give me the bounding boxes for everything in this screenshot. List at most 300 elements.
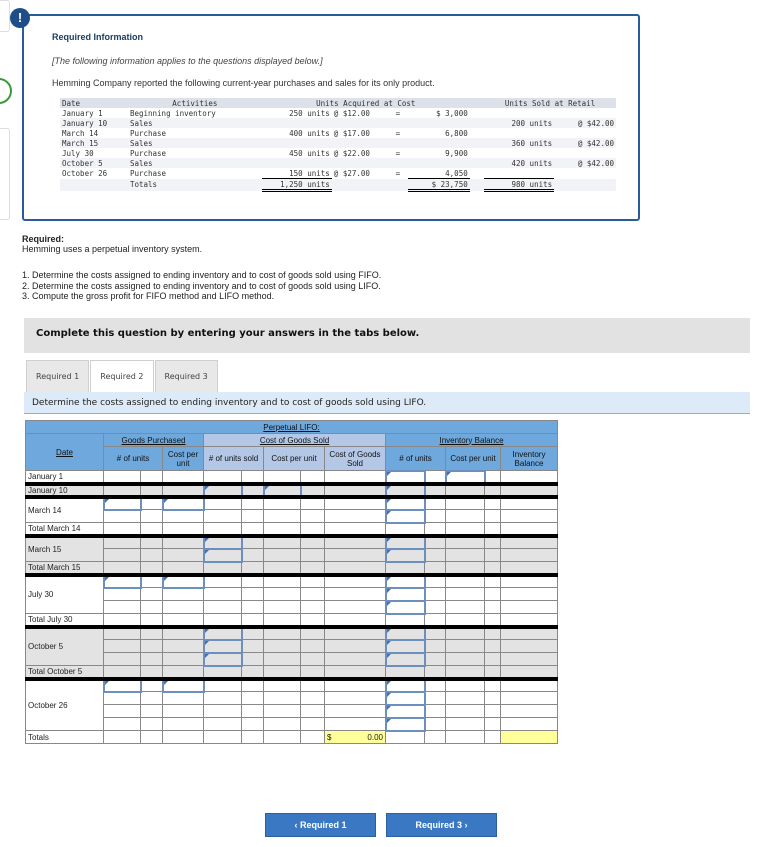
row-label: Total March 15 bbox=[26, 562, 104, 575]
row-gap bbox=[470, 108, 484, 118]
inv-units-input[interactable] bbox=[386, 484, 425, 497]
gp-cost-cell bbox=[163, 549, 204, 562]
inv-units-aux-cell bbox=[425, 601, 446, 614]
b bbox=[332, 179, 394, 191]
cogs-units-aux-cell bbox=[242, 666, 264, 679]
gp-units-cell bbox=[104, 614, 141, 627]
table-row bbox=[26, 653, 558, 666]
cogs-units-aux-cell bbox=[242, 705, 264, 718]
header-sold: Units Sold at Retail bbox=[484, 98, 616, 108]
gp-units-aux-cell bbox=[141, 497, 163, 510]
gp-cost-input[interactable] bbox=[163, 575, 204, 588]
gp-units-cell bbox=[104, 562, 141, 575]
inv-cost-aux-cell bbox=[485, 679, 501, 692]
gp-units-aux-cell bbox=[141, 627, 163, 640]
table-row bbox=[26, 562, 558, 575]
row-label: Total March 14 bbox=[26, 523, 104, 536]
tab-bar bbox=[26, 360, 219, 393]
inv-units-input[interactable] bbox=[386, 679, 425, 692]
side-card bbox=[0, 128, 10, 220]
row-units: 250 units bbox=[289, 108, 330, 118]
row-date: October 5 bbox=[60, 158, 128, 168]
inv-cost-cell bbox=[446, 484, 485, 497]
header-date: Date bbox=[60, 98, 128, 108]
cogs-amount-cell bbox=[325, 692, 386, 705]
cogs-cost-cell bbox=[264, 692, 301, 705]
inv-units-input[interactable] bbox=[386, 705, 425, 718]
table-row bbox=[26, 601, 558, 614]
row-cost bbox=[332, 158, 394, 168]
row-label: January 10 bbox=[26, 484, 104, 497]
row-date: July 30 bbox=[62, 148, 94, 158]
row-equals bbox=[394, 158, 408, 168]
cogs-cost-cell bbox=[264, 510, 301, 523]
row-cost bbox=[332, 138, 394, 148]
gp-cost-input[interactable] bbox=[163, 497, 204, 510]
gp-units-aux-cell bbox=[141, 601, 163, 614]
cogs-cost-cell bbox=[264, 536, 301, 549]
gp-units-aux-cell bbox=[141, 731, 163, 744]
cogs-units-input[interactable] bbox=[204, 484, 242, 497]
gp-units-input[interactable] bbox=[104, 575, 141, 588]
next-required-3-button[interactable]: Required 3 › bbox=[386, 813, 497, 837]
cogs-cost-aux-cell bbox=[301, 666, 325, 679]
row-gap bbox=[470, 128, 484, 138]
cogs-cost-cell bbox=[264, 497, 301, 510]
gp-cost-cell bbox=[163, 653, 204, 666]
info-row bbox=[60, 148, 616, 158]
inv-units-aux-cell bbox=[425, 536, 446, 549]
row-total: 4,050 bbox=[408, 168, 470, 179]
cogs-cost-aux-cell bbox=[301, 536, 325, 549]
cogs-units-input[interactable] bbox=[204, 549, 242, 562]
row-units: 400 units bbox=[289, 128, 330, 138]
inv-balance-cell bbox=[501, 510, 558, 523]
inv-cost-cell bbox=[446, 666, 485, 679]
inv-units-aux-cell bbox=[425, 614, 446, 627]
cogs-units-aux-cell bbox=[242, 588, 264, 601]
row-label: October 26 bbox=[26, 679, 104, 731]
table-row bbox=[26, 705, 558, 718]
cogs-units-aux-cell bbox=[242, 614, 264, 627]
gp-units-cell bbox=[104, 705, 141, 718]
inv-cost-cell bbox=[446, 510, 485, 523]
total-cogs-cell bbox=[325, 731, 386, 744]
row-cost: @ $22.00 bbox=[333, 148, 370, 158]
info-row bbox=[60, 168, 616, 179]
cogs-cost-input[interactable] bbox=[264, 484, 301, 497]
row-total bbox=[408, 118, 470, 128]
inv-cost-aux-cell bbox=[485, 718, 501, 731]
inv-cost-aux-cell bbox=[485, 484, 501, 497]
inventory-balance-header: Inventory Balance bbox=[439, 435, 504, 445]
cogs-units-cell bbox=[204, 523, 242, 536]
col-inv-cost: Cost per unit bbox=[446, 447, 501, 471]
cogs-units-input[interactable] bbox=[204, 640, 242, 653]
perpetual-lifo-table bbox=[25, 420, 558, 744]
cogs-units-aux-cell bbox=[242, 692, 264, 705]
row-date: March 15 bbox=[60, 138, 128, 148]
inv-cost-aux-cell bbox=[485, 627, 501, 640]
table-row bbox=[26, 536, 558, 549]
gp-units-aux-cell bbox=[141, 510, 163, 523]
gp-units-aux-cell bbox=[141, 718, 163, 731]
row-total bbox=[408, 138, 470, 148]
cogs-units-cell bbox=[204, 601, 242, 614]
inv-balance-cell bbox=[501, 627, 558, 640]
cogs-cost-cell bbox=[264, 601, 301, 614]
cogs-units-aux-cell bbox=[242, 653, 264, 666]
col-gp-cost: Cost per unit bbox=[163, 447, 204, 471]
gp-units-cell bbox=[104, 549, 141, 562]
gp-cost-cell bbox=[163, 627, 204, 640]
row-sold: 200 units bbox=[484, 118, 554, 128]
cogs-units-cell bbox=[204, 575, 242, 588]
inv-balance-cell bbox=[501, 640, 558, 653]
inv-units-aux-cell bbox=[425, 653, 446, 666]
cogs-cost-cell bbox=[264, 562, 301, 575]
gp-units-aux-cell bbox=[141, 614, 163, 627]
alert-icon: ! bbox=[10, 8, 30, 28]
cogs-cost-cell bbox=[264, 705, 301, 718]
inv-balance-cell bbox=[501, 705, 558, 718]
inv-cost-cell bbox=[446, 627, 485, 640]
cogs-cost-aux-cell bbox=[301, 692, 325, 705]
row-units: 150 units bbox=[262, 168, 332, 179]
cogs-units-cell bbox=[204, 731, 242, 744]
inv-units-aux-cell bbox=[425, 562, 446, 575]
row-units bbox=[262, 158, 332, 168]
gp-units-aux-cell bbox=[141, 484, 163, 497]
cogs-amount-cell bbox=[325, 536, 386, 549]
inv-cost-aux-cell bbox=[485, 731, 501, 744]
table-row bbox=[26, 640, 558, 653]
row-cost bbox=[332, 118, 394, 128]
row-cost: @ $17.00 bbox=[333, 128, 370, 138]
side-card bbox=[0, 0, 10, 32]
row-activity: Sales bbox=[128, 118, 262, 128]
cogs-cost-aux-cell bbox=[301, 731, 325, 744]
gp-cost-cell bbox=[163, 705, 204, 718]
cogs-cost-aux-cell bbox=[301, 601, 325, 614]
total-inventory-balance-cell bbox=[501, 731, 558, 744]
info-row bbox=[60, 118, 616, 128]
row-price: @ $42.00 bbox=[554, 138, 616, 148]
cogs-cost-aux-cell bbox=[301, 679, 325, 692]
instructions-banner bbox=[24, 318, 750, 353]
totals-cost: $ 23,750 bbox=[408, 179, 470, 191]
cogs-amount-cell bbox=[325, 549, 386, 562]
inv-cost-input[interactable] bbox=[446, 471, 485, 484]
step-3: 3. Compute the gross profit for FIFO method and LIFO method. bbox=[22, 291, 275, 301]
gp-units-cell bbox=[104, 627, 141, 640]
cogs-amount-cell bbox=[325, 562, 386, 575]
cogs-units-cell bbox=[204, 588, 242, 601]
inv-units-aux-cell bbox=[425, 523, 446, 536]
totals-blank bbox=[60, 179, 128, 191]
inv-units-cell bbox=[386, 666, 425, 679]
inv-cost-cell bbox=[446, 718, 485, 731]
inv-balance-cell bbox=[501, 588, 558, 601]
cogs-cost-cell bbox=[264, 718, 301, 731]
row-equals: = bbox=[395, 128, 401, 138]
col-inv-balance: Inventory Balance bbox=[501, 447, 558, 471]
gp-units-aux-cell bbox=[141, 640, 163, 653]
inv-balance-cell bbox=[501, 523, 558, 536]
inv-cost-cell bbox=[446, 523, 485, 536]
inv-cost-aux-cell bbox=[485, 575, 501, 588]
inv-balance-cell bbox=[501, 562, 558, 575]
gp-units-aux-cell bbox=[141, 653, 163, 666]
inv-units-input[interactable] bbox=[386, 640, 425, 653]
inv-cost-aux-cell bbox=[485, 549, 501, 562]
cogs-cost-aux-cell bbox=[301, 705, 325, 718]
cogs-cost-aux-cell bbox=[301, 497, 325, 510]
cogs-units-aux-cell bbox=[242, 497, 264, 510]
cogs-units-input[interactable] bbox=[204, 627, 242, 640]
cogs-amount-cell bbox=[325, 640, 386, 653]
gp-units-aux-cell bbox=[141, 666, 163, 679]
gp-units-input[interactable] bbox=[104, 497, 141, 510]
inv-balance-cell bbox=[501, 679, 558, 692]
inv-cost-aux-cell bbox=[485, 705, 501, 718]
inv-cost-cell bbox=[446, 679, 485, 692]
cogs-cost-aux-cell bbox=[301, 562, 325, 575]
gp-cost-cell bbox=[163, 731, 204, 744]
info-row bbox=[60, 128, 616, 138]
totals-sold: 980 units bbox=[484, 179, 554, 191]
inv-units-input[interactable] bbox=[386, 653, 425, 666]
inv-cost-aux-cell bbox=[485, 614, 501, 627]
cogs-amount-cell bbox=[325, 575, 386, 588]
inv-units-input[interactable] bbox=[386, 575, 425, 588]
header-acquired: Units Acquired at Cost bbox=[262, 98, 470, 108]
inv-units-aux-cell bbox=[425, 731, 446, 744]
cogs-units-aux-cell bbox=[242, 562, 264, 575]
required-text: Hemming uses a perpetual inventory system. bbox=[22, 244, 203, 254]
inv-units-input[interactable] bbox=[386, 692, 425, 705]
row-price bbox=[554, 108, 616, 118]
gp-units-aux-cell bbox=[141, 705, 163, 718]
row-price bbox=[554, 148, 616, 158]
gp-cost-cell bbox=[163, 471, 204, 484]
col-cogs-units: # of units sold bbox=[204, 447, 264, 471]
cogs-cost-aux-cell bbox=[301, 575, 325, 588]
row-date: March 14 bbox=[62, 128, 99, 138]
prev-required-1-button[interactable]: ‹ Required 1 bbox=[265, 813, 376, 837]
gp-cost-cell bbox=[163, 640, 204, 653]
header-blank bbox=[470, 98, 484, 108]
gp-cost-cell bbox=[163, 523, 204, 536]
cogs-cost-cell bbox=[264, 679, 301, 692]
cogs-units-aux-cell bbox=[242, 484, 264, 497]
inv-cost-aux-cell bbox=[485, 523, 501, 536]
cogs-units-cell bbox=[204, 562, 242, 575]
inv-units-aux-cell bbox=[425, 679, 446, 692]
tab-required-1[interactable]: Required 1 bbox=[26, 360, 89, 393]
inv-cost-aux-cell bbox=[485, 692, 501, 705]
row-equals: = bbox=[395, 148, 401, 158]
gp-units-cell bbox=[104, 601, 141, 614]
gp-units-aux-cell bbox=[141, 523, 163, 536]
info-intro: Hemming Company reported the following current-year purchases and sales for its only product. bbox=[52, 78, 435, 88]
inv-balance-cell bbox=[501, 536, 558, 549]
inv-cost-cell bbox=[446, 731, 485, 744]
table-row bbox=[26, 718, 558, 731]
inv-cost-aux-cell bbox=[485, 588, 501, 601]
inv-cost-cell bbox=[446, 575, 485, 588]
required-section bbox=[22, 234, 202, 254]
table-row bbox=[26, 731, 558, 744]
gp-cost-input[interactable] bbox=[163, 679, 204, 692]
gp-units-aux-cell bbox=[141, 549, 163, 562]
inv-units-aux-cell bbox=[425, 484, 446, 497]
inv-cost-cell bbox=[446, 705, 485, 718]
row-activity: Beginning inventory bbox=[129, 108, 216, 118]
gp-cost-cell bbox=[163, 536, 204, 549]
inv-cost-aux-cell bbox=[485, 497, 501, 510]
cogs-cost-aux-cell bbox=[301, 718, 325, 731]
row-label: March 14 bbox=[26, 497, 104, 523]
table-row bbox=[26, 679, 558, 692]
cogs-cost-aux-cell bbox=[301, 614, 325, 627]
inv-cost-aux-cell bbox=[485, 471, 501, 484]
cogs-units-aux-cell bbox=[242, 601, 264, 614]
inv-units-input[interactable] bbox=[386, 718, 425, 731]
row-equals bbox=[394, 118, 408, 128]
inv-units-input[interactable] bbox=[386, 549, 425, 562]
cogs-amount-cell bbox=[325, 588, 386, 601]
cogs-units-input[interactable] bbox=[204, 536, 242, 549]
gp-units-aux-cell bbox=[141, 679, 163, 692]
cogs-units-input[interactable] bbox=[204, 653, 242, 666]
inv-units-input[interactable] bbox=[386, 471, 425, 484]
row-gap bbox=[470, 118, 484, 128]
banner-text: Complete this question by entering your answers in the tabs below. bbox=[36, 328, 420, 339]
inv-units-input[interactable] bbox=[386, 601, 425, 614]
row-activity: Purchase bbox=[129, 128, 167, 138]
cogs-cost-aux-cell bbox=[301, 588, 325, 601]
cogs-amount-cell bbox=[325, 484, 386, 497]
cogs-cost-cell bbox=[264, 627, 301, 640]
row-equals: = bbox=[395, 168, 401, 178]
inv-cost-cell bbox=[446, 562, 485, 575]
inv-balance-cell bbox=[501, 497, 558, 510]
totals-units: 1,250 units bbox=[262, 179, 332, 191]
table-row bbox=[26, 666, 558, 679]
gp-units-cell bbox=[104, 731, 141, 744]
gp-units-aux-cell bbox=[141, 575, 163, 588]
gp-units-cell bbox=[104, 653, 141, 666]
header-activities: Activities bbox=[128, 98, 262, 108]
inv-balance-cell bbox=[501, 484, 558, 497]
cogs-units-aux-cell bbox=[242, 718, 264, 731]
gp-units-input[interactable] bbox=[104, 679, 141, 692]
inv-balance-cell bbox=[501, 692, 558, 705]
tab-instruction: Determine the costs assigned to ending inventory and to cost of goods sold using LIFO. bbox=[24, 392, 750, 414]
row-equals: = bbox=[395, 108, 401, 118]
row-sold bbox=[484, 128, 554, 138]
info-row bbox=[60, 158, 616, 168]
tab-required-2[interactable]: Required 2 bbox=[90, 360, 153, 393]
gp-units-cell bbox=[104, 510, 141, 523]
cogs-cost-aux-cell bbox=[301, 471, 325, 484]
inv-units-input[interactable] bbox=[386, 510, 425, 523]
gp-cost-cell bbox=[163, 614, 204, 627]
inv-cost-aux-cell bbox=[485, 601, 501, 614]
cogs-amount-cell bbox=[325, 705, 386, 718]
purchases-sales-table bbox=[60, 98, 616, 192]
inv-units-input[interactable] bbox=[386, 627, 425, 640]
inv-units-aux-cell bbox=[425, 471, 446, 484]
row-date: October 26 bbox=[62, 168, 108, 178]
step-2: 2. Determine the costs assigned to ending inventory and to cost of goods sold using LIFO. bbox=[22, 280, 381, 291]
table-row bbox=[26, 627, 558, 640]
gp-units-aux-cell bbox=[141, 562, 163, 575]
cogs-amount-cell bbox=[325, 718, 386, 731]
cogs-cost-cell bbox=[264, 471, 301, 484]
table-row bbox=[26, 692, 558, 705]
cogs-units-cell bbox=[204, 497, 242, 510]
row-equals bbox=[394, 138, 408, 148]
row-label: January 1 bbox=[26, 471, 104, 484]
row-activity: Sales bbox=[128, 158, 262, 168]
row-date: January 1 bbox=[62, 108, 103, 118]
gp-cost-cell bbox=[163, 601, 204, 614]
cogs-header: Cost of Goods Sold bbox=[259, 435, 330, 445]
row-activity: Purchase bbox=[129, 148, 167, 158]
row-sold: 360 units bbox=[484, 138, 554, 148]
col-cogs-total: Cost of Goods Sold bbox=[325, 447, 386, 471]
inv-cost-cell bbox=[446, 640, 485, 653]
inv-cost-cell bbox=[446, 692, 485, 705]
gp-cost-cell bbox=[163, 588, 204, 601]
tab-required-3[interactable]: Required 3 bbox=[155, 360, 218, 393]
inv-cost-aux-cell bbox=[485, 562, 501, 575]
gp-units-cell bbox=[104, 471, 141, 484]
inv-units-aux-cell bbox=[425, 705, 446, 718]
cogs-units-aux-cell bbox=[242, 640, 264, 653]
cogs-units-cell bbox=[204, 692, 242, 705]
inv-units-input[interactable] bbox=[386, 536, 425, 549]
inv-cost-cell bbox=[446, 614, 485, 627]
goods-purchased-header: Goods Purchased bbox=[121, 435, 186, 445]
row-total: 6,800 bbox=[445, 128, 468, 138]
cogs-cost-cell bbox=[264, 614, 301, 627]
inv-cost-cell bbox=[446, 497, 485, 510]
cogs-amount-cell bbox=[325, 627, 386, 640]
info-note: [The following information applies to the questions displayed below.] bbox=[52, 56, 323, 66]
inv-units-input[interactable] bbox=[386, 497, 425, 510]
gp-units-aux-cell bbox=[141, 536, 163, 549]
cogs-units-cell bbox=[204, 510, 242, 523]
row-units: 450 units bbox=[289, 148, 330, 158]
inv-units-input[interactable] bbox=[386, 588, 425, 601]
inv-units-aux-cell bbox=[425, 588, 446, 601]
cogs-cost-aux-cell bbox=[301, 510, 325, 523]
cogs-amount-cell bbox=[325, 471, 386, 484]
col-cogs-cost: Cost per unit bbox=[264, 447, 325, 471]
cogs-amount-cell bbox=[325, 523, 386, 536]
row-sold bbox=[484, 148, 554, 158]
cogs-units-cell bbox=[204, 666, 242, 679]
cogs-cost-cell bbox=[264, 523, 301, 536]
inv-balance-cell bbox=[501, 666, 558, 679]
inv-balance-cell bbox=[501, 575, 558, 588]
cogs-units-aux-cell bbox=[242, 536, 264, 549]
cogs-cost-cell bbox=[264, 575, 301, 588]
inv-units-cell bbox=[386, 523, 425, 536]
